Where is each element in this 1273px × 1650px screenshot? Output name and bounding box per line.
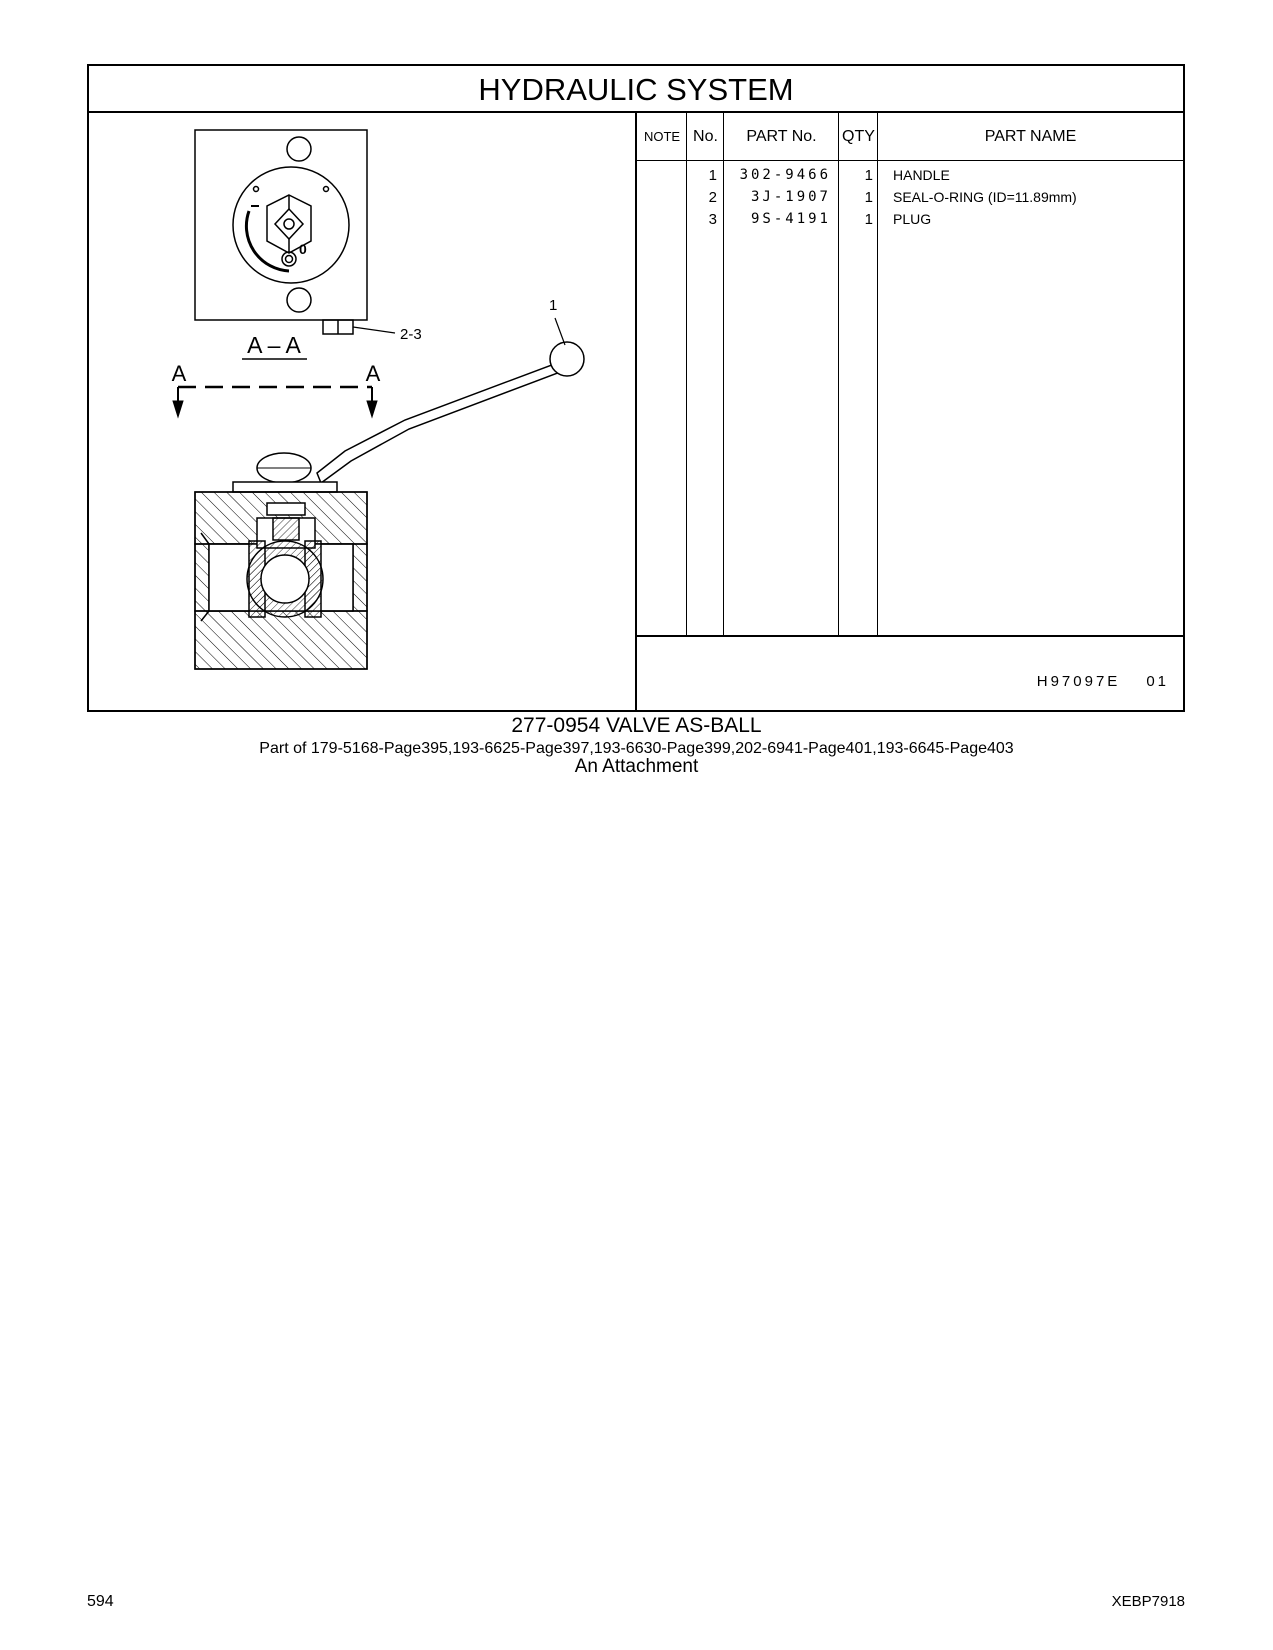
handle-knob: [550, 342, 584, 376]
valve-body-top-view: [195, 130, 367, 320]
row-qty: 1: [864, 167, 873, 184]
row-part-name: SEAL-O-RING (ID=11.89mm): [893, 189, 1077, 205]
callout-1: 1: [549, 297, 558, 314]
section-label: A – A: [247, 332, 301, 358]
header-note: NOTE: [643, 129, 681, 144]
drawing-revision: 01: [1146, 673, 1169, 690]
header-part-no: PART No.: [746, 128, 817, 145]
row-no: 3: [708, 211, 717, 228]
row-qty: 1: [864, 211, 873, 228]
exploded-view: [89, 113, 637, 710]
row-part-name: HANDLE: [893, 167, 950, 183]
dial-mark: 0: [299, 241, 307, 257]
page-number: 594: [87, 1593, 114, 1610]
drawing-code: [1037, 673, 1169, 690]
table-footer-divider: [637, 635, 1183, 637]
valve-drawing: [89, 113, 635, 710]
drawing-number: H97097E: [1036, 673, 1121, 690]
assembly-subtitle: An Attachment: [574, 756, 699, 777]
cut-label-left: A: [171, 361, 187, 386]
table-row: [637, 186, 1183, 209]
section-title: HYDRAULIC SYSTEM: [89, 66, 1183, 113]
valve-body-cross-section: [195, 482, 367, 669]
table-row: [637, 208, 1183, 231]
row-qty: 1: [864, 189, 873, 206]
part-of-references: Part of 179-5168-Page395,193-6625-Page397,193-6630-Page399,202-6941-Page401,193-6645-Page403: [259, 740, 1014, 757]
section-view: [195, 130, 395, 359]
row-part-no: 9S-4191: [750, 211, 831, 227]
cut-label-right: A: [365, 361, 381, 386]
parts-frame: [87, 64, 1185, 712]
row-no: 1: [708, 167, 717, 184]
mounting-hole-top: [287, 137, 311, 161]
row-part-no: 3J-1907: [750, 189, 831, 205]
parts-list-table: [637, 113, 1183, 710]
row-part-name: PLUG: [893, 211, 932, 227]
table-row: [637, 164, 1183, 187]
row-part-no: 302-9466: [739, 167, 831, 183]
header-qty: QTY: [842, 128, 875, 145]
header-divider: [637, 160, 1183, 161]
document-code: XEBP7918: [1111, 1593, 1185, 1610]
cutting-plane: [173, 387, 377, 417]
handle: [257, 342, 584, 483]
assembly-title: 277-0954 VALVE AS-BALL: [511, 714, 762, 737]
header-part-name: PART NAME: [984, 128, 1077, 145]
header-no: No.: [693, 128, 718, 145]
callout-2-3: 2-3: [400, 326, 422, 343]
mounting-hole-bottom: [287, 288, 311, 312]
row-no: 2: [708, 189, 717, 206]
